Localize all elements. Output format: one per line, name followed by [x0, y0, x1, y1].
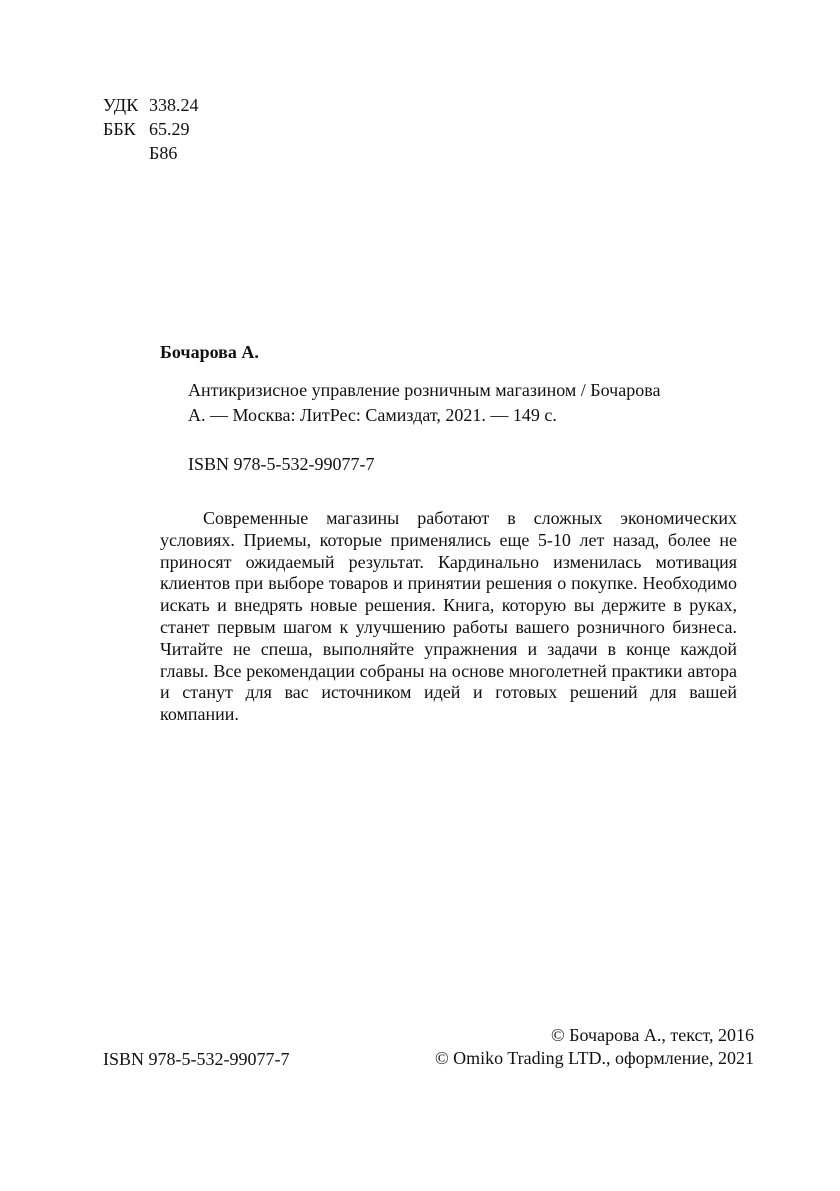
isbn-line: ISBN 978-5-532-99077-7 — [188, 454, 375, 474]
copyright-text-line: © Бочарова А., текст, 2016 — [551, 1025, 754, 1045]
udk-row — [103, 93, 199, 117]
bbk-row — [103, 117, 199, 141]
bbk-value: 65.29 — [149, 119, 190, 139]
bibliographic-line-1: Антикризисное управление розничным магазином / Бочарова — [188, 380, 661, 400]
classification-codes — [103, 93, 199, 165]
udk-label: УДК — [103, 95, 139, 115]
footer-isbn: ISBN 978-5-532-99077-7 — [103, 1049, 290, 1069]
bibliographic-line-2: А. — Москва: ЛитРес: Самиздат, 2021. — 149 с. — [188, 405, 557, 425]
copyright-design-line: © Omiko Trading LTD., оформление, 2021 — [434, 1048, 754, 1068]
author-heading: Бочарова А. — [160, 342, 259, 362]
author-mark-row — [103, 141, 199, 165]
udk-value: 338.24 — [149, 95, 199, 115]
annotation-paragraph: Современные магазины работают в сложных экономических условиях. Приемы, которые применялись еще 5-10 лет назад, более не приносят ожидаемый результат. Кардинально изменилась мотивация клиентов при выборе товаров и принятии решения о покупке. Необходимо искать и внедрять новые решения. Книга, которую вы держите в руках, станет первым шагом к улучшению работы вашего розничного бизнеса. Читайте не спеша, выполняйте упражнения и задачи в конце каждой главы. Все рекомендации собраны на основе многолетней практики автора и станут для вас источником идей и готовых решений для вашей компании. — [160, 508, 737, 725]
bbk-label: ББК — [103, 119, 136, 139]
copyright-block — [435, 1024, 754, 1070]
author-mark: Б86 — [149, 143, 178, 163]
bibliographic-record — [188, 378, 708, 428]
